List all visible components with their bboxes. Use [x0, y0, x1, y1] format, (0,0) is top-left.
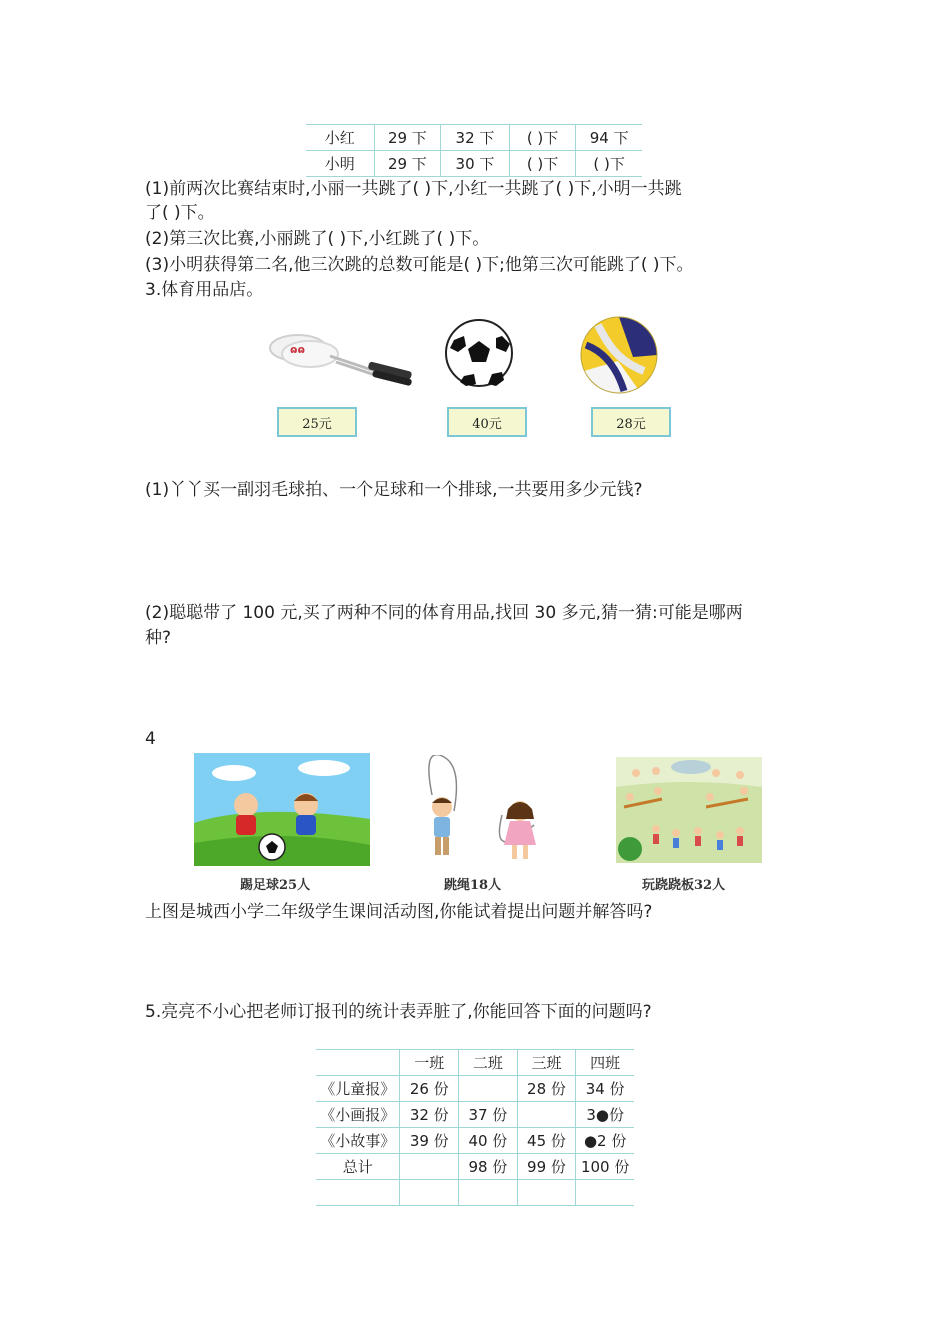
q2-line-1: (1)前两次比赛结束时,小丽一共跳了( )下,小红一共跳了( )下,小明一共跳: [145, 179, 682, 199]
table-cell: [400, 1180, 459, 1206]
table-cell: [517, 1180, 576, 1206]
table-cell: ( )下: [509, 151, 576, 177]
table-cell: [400, 1154, 459, 1180]
header-cell: [316, 1050, 400, 1076]
table-row: [316, 1180, 634, 1206]
q2-line-4: (3)小明获得第二名,他三次跳的总数可能是( )下;他第三次可能跳了( )下。: [145, 255, 694, 275]
price-tag-soccer: 40元: [447, 407, 527, 437]
row-name: 小明: [306, 151, 374, 177]
table-row: [306, 125, 642, 151]
table-cell: [459, 1076, 518, 1102]
table-row: [306, 151, 642, 177]
table-cell: 26 份: [400, 1076, 459, 1102]
q3-sub-2-line-2: 种?: [145, 628, 172, 648]
table-cell: [459, 1180, 518, 1206]
table-cell: 3●份: [576, 1102, 634, 1128]
caption-seesaw: 玩跷跷板32人: [642, 878, 726, 893]
table-cell: 39 份: [400, 1128, 459, 1154]
q5-title: 5.亮亮不小心把老师订报刊的统计表弄脏了,你能回答下面的问题吗?: [145, 1002, 652, 1022]
table-cell: 《小故事》: [316, 1128, 400, 1154]
q3-title: 3.体育用品店。: [145, 280, 264, 300]
table-row: [316, 1102, 634, 1128]
q3-sub-2-line-1: (2)聪聪带了 100 元,买了两种不同的体育用品,找回 30 多元,猜一猜:可能是哪两: [145, 603, 743, 623]
table-cell: 32 份: [400, 1102, 459, 1128]
header-cell: 一班: [400, 1050, 459, 1076]
table-cell: 《小画报》: [316, 1102, 400, 1128]
q3-sub-1: (1)丫丫买一副羽毛球拍、一个足球和一个排球,一共要用多少元钱?: [145, 480, 643, 500]
table-cell: 28 份: [517, 1076, 576, 1102]
table-cell: ( )下: [509, 125, 576, 151]
q4-number: 4: [145, 729, 156, 749]
table-cell: 45 份: [517, 1128, 576, 1154]
table-cell: 32 下: [441, 125, 510, 151]
header-cell: 二班: [459, 1050, 518, 1076]
volleyball-icon: [578, 315, 660, 395]
table-cell: 总计: [316, 1154, 400, 1180]
table-cell: 30 下: [441, 151, 510, 177]
table-row: [316, 1128, 634, 1154]
price-tag-racket: 25元: [277, 407, 357, 437]
table-cell: 94 下: [576, 125, 642, 151]
table-cell: 100 份: [576, 1154, 634, 1180]
svg-text:ɷɷ: ɷɷ: [290, 343, 305, 356]
soccer-scene-image: [194, 753, 370, 866]
table-cell: 98 份: [459, 1154, 518, 1180]
table-cell: ●2 份: [576, 1128, 634, 1154]
price-tag-volleyball: 28元: [591, 407, 671, 437]
table-cell: 《儿童报》: [316, 1076, 400, 1102]
jump-score-table: [306, 124, 642, 177]
header-cell: 四班: [576, 1050, 634, 1076]
soccer-ball-icon: [444, 318, 514, 388]
table-cell: 37 份: [459, 1102, 518, 1128]
caption-jump-rope: 跳绳18人: [444, 878, 502, 893]
table-cell: ( )下: [576, 151, 642, 177]
table-row: [316, 1154, 634, 1180]
header-cell: 三班: [517, 1050, 576, 1076]
table-cell: [576, 1180, 634, 1206]
table-cell: 40 份: [459, 1128, 518, 1154]
subscription-table: [316, 1049, 634, 1206]
table-cell: 99 份: [517, 1154, 576, 1180]
badminton-racket-icon: [268, 326, 416, 390]
table-row: [316, 1076, 634, 1102]
caption-soccer: 踢足球25人: [240, 878, 311, 893]
table-cell: [517, 1102, 576, 1128]
row-name: 小红: [306, 125, 374, 151]
q2-line-3: (2)第三次比赛,小丽跳了( )下,小红跳了( )下。: [145, 229, 490, 249]
q4-question: 上图是城西小学二年级学生课间活动图,你能试着提出问题并解答吗?: [145, 902, 653, 922]
table-cell: [316, 1180, 400, 1206]
table-cell: 34 份: [576, 1076, 634, 1102]
table-header-row: [316, 1050, 634, 1076]
table-cell: 29 下: [374, 125, 441, 151]
jump-rope-scene-image: [402, 755, 552, 867]
seesaw-scene-image: [616, 757, 762, 863]
q2-line-2: 了( )下。: [145, 203, 215, 223]
table-cell: 29 下: [374, 151, 441, 177]
